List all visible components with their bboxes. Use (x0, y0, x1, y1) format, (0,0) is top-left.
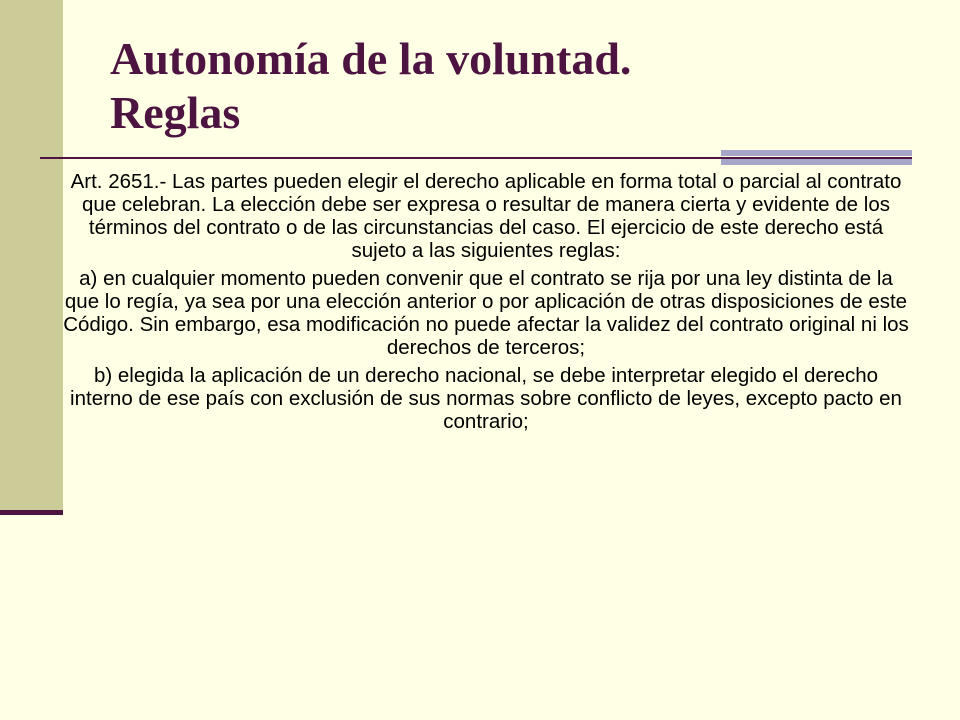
title-accent-bar-bottom (721, 159, 912, 165)
slide-title-line1: Autonomía de la voluntad. (110, 33, 632, 84)
left-decorative-bar (0, 0, 63, 510)
title-accent-bar-top (721, 150, 912, 156)
left-bar-cap (0, 510, 63, 515)
body-paragraph-rule-a: a) en cualquier momento pueden convenir que el contrato se rija por una ley distinta de la que lo regía, ya sea por una elección anterior o por aplicación de otras disposiciones de este Código. Sin embargo, esa modificación no puede afectar la validez del contrato original ni los derechos de terceros; (63, 267, 909, 359)
body-paragraph-rule-b: b) elegida la aplicación de un derecho nacional, se debe interpretar elegido el derecho interno de ese país con exclusión de sus normas sobre conflicto de leyes, excepto pacto en contrario; (70, 364, 902, 433)
slide-body (60, 170, 912, 438)
body-paragraph-article: Art. 2651.- Las partes pueden elegir el derecho aplicable en forma total o parcial al contrato que celebran. La elección debe ser expresa o resultar de manera cierta y evidente de los términos del contrato o de las circunstancias del caso. El ejercicio de este derecho está sujeto a las siguientes reglas: (70, 170, 902, 262)
slide-title (110, 32, 910, 140)
slide-title-line2: Reglas (110, 87, 241, 138)
